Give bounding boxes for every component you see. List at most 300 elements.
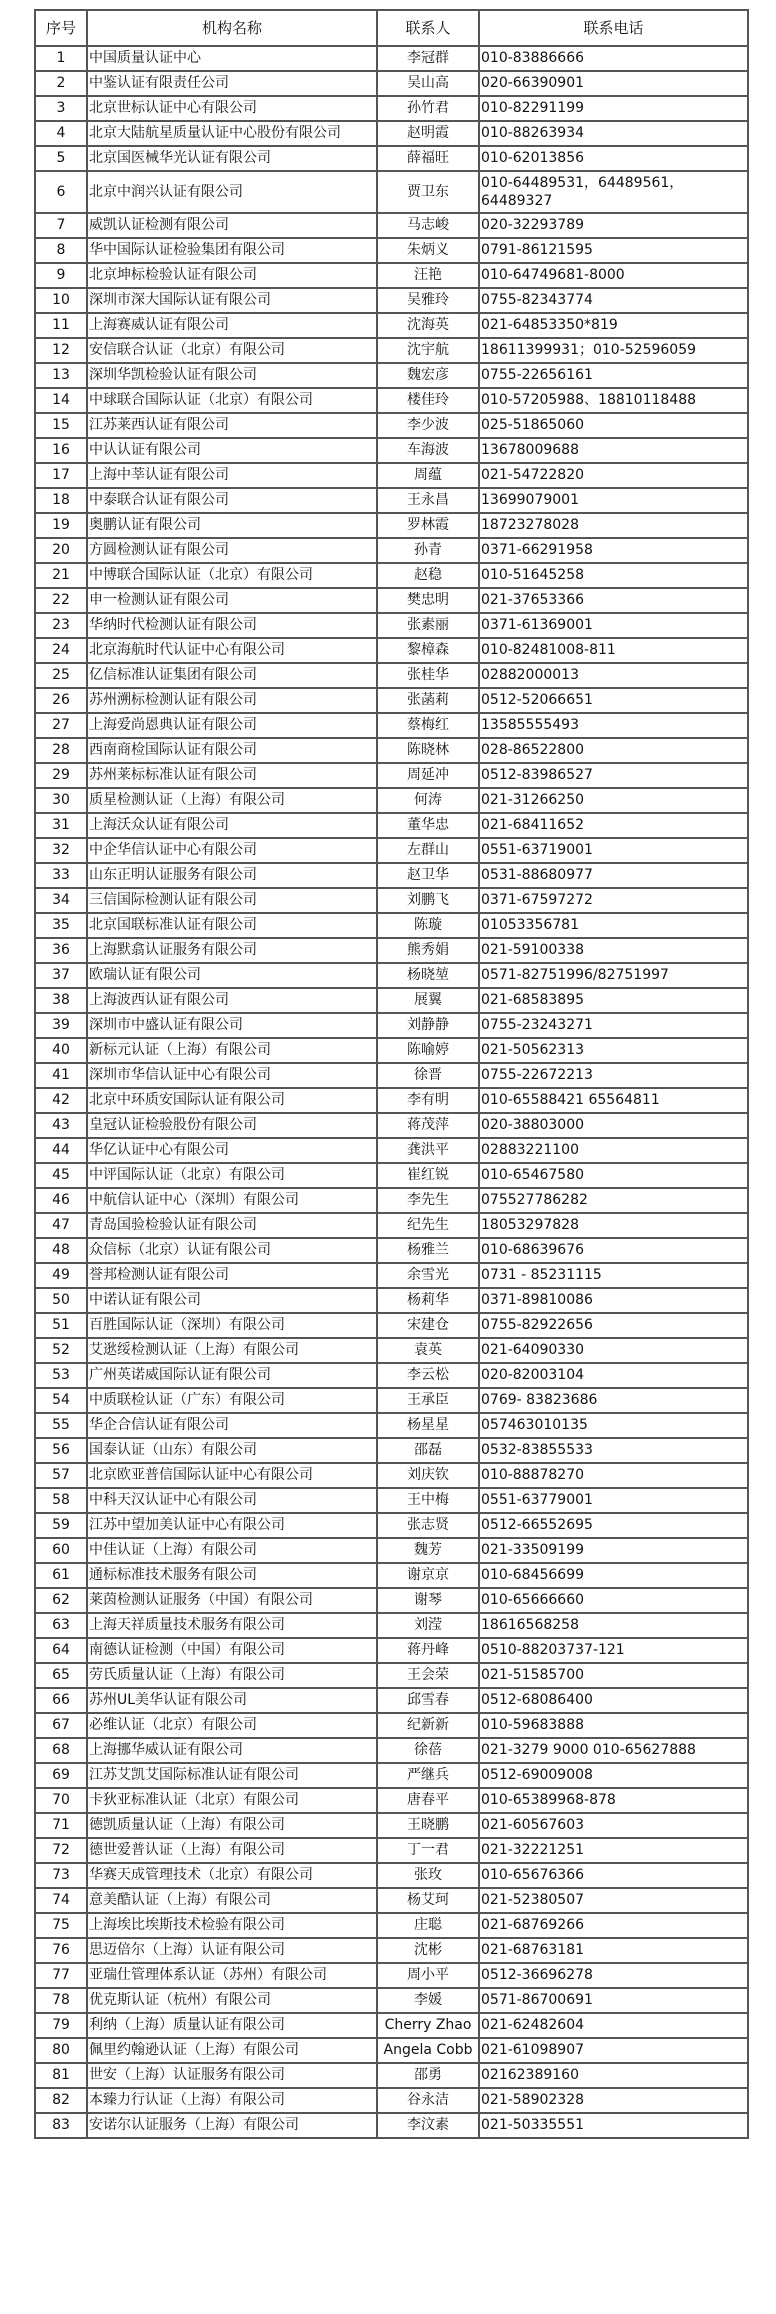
contact-phone: 010-59683888 (479, 1713, 748, 1738)
organization-name: 利纳（上海）质量认证有限公司 (87, 2013, 377, 2038)
row-number: 6 (35, 171, 87, 213)
organization-name: 中科天汉认证中心有限公司 (87, 1488, 377, 1513)
contact-phone: 0512-68086400 (479, 1688, 748, 1713)
row-number: 80 (35, 2038, 87, 2063)
organization-name: 深圳华凯检验认证有限公司 (87, 363, 377, 388)
table-row (35, 1713, 748, 1738)
contact-phone: 0512-69009008 (479, 1763, 748, 1788)
contact-person: 李媛 (377, 1988, 479, 2013)
organization-name: 三信国际检测认证有限公司 (87, 888, 377, 913)
table-row (35, 563, 748, 588)
table-row (35, 121, 748, 146)
row-number: 33 (35, 863, 87, 888)
contact-person: 刘静静 (377, 1013, 479, 1038)
organization-name: 北京中润兴认证有限公司 (87, 171, 377, 213)
contact-person: 王晓鹏 (377, 1813, 479, 1838)
row-number: 29 (35, 763, 87, 788)
organization-name: 北京海航时代认证中心有限公司 (87, 638, 377, 663)
organization-name: 亿信标准认证集团有限公司 (87, 663, 377, 688)
contact-phone: 020-32293789 (479, 213, 748, 238)
contact-person: 沈宇航 (377, 338, 479, 363)
table-row (35, 1813, 748, 1838)
contact-phone: 0371-66291958 (479, 538, 748, 563)
table-row (35, 1613, 748, 1638)
row-number: 4 (35, 121, 87, 146)
row-number: 38 (35, 988, 87, 1013)
row-number: 35 (35, 913, 87, 938)
organization-name: 国泰认证（山东）有限公司 (87, 1438, 377, 1463)
row-number: 68 (35, 1738, 87, 1763)
contact-phone: 010-68639676 (479, 1238, 748, 1263)
contact-person: 陈喻婷 (377, 1038, 479, 1063)
contact-person: 杨雅兰 (377, 1238, 479, 1263)
contact-phone: 0769- 83823686 (479, 1388, 748, 1413)
row-number: 34 (35, 888, 87, 913)
organization-name: 上海中莘认证有限公司 (87, 463, 377, 488)
contact-person: 朱炳义 (377, 238, 479, 263)
organization-name: 北京世标认证中心有限公司 (87, 96, 377, 121)
organization-name: 优克斯认证（杭州）有限公司 (87, 1988, 377, 2013)
contact-person: 周延冲 (377, 763, 479, 788)
organization-name: 誉邦检测认证有限公司 (87, 1263, 377, 1288)
contact-person: 董华忠 (377, 813, 479, 838)
organization-name: 中诺认证有限公司 (87, 1288, 377, 1313)
contact-phone: 0755-22656161 (479, 363, 748, 388)
table-row (35, 2038, 748, 2063)
contact-person: 孙青 (377, 538, 479, 563)
row-number: 40 (35, 1038, 87, 1063)
organization-name: 上海赛威认证有限公司 (87, 313, 377, 338)
organization-name: 苏州莱标标准认证有限公司 (87, 763, 377, 788)
table-row (35, 1113, 748, 1138)
row-number: 22 (35, 588, 87, 613)
contact-person: 王中梅 (377, 1488, 479, 1513)
contact-person: 邱雪春 (377, 1688, 479, 1713)
organization-name: 亚瑞仕管理体系认证（苏州）有限公司 (87, 1963, 377, 1988)
contact-person: 张志贤 (377, 1513, 479, 1538)
contact-person: 徐蓓 (377, 1738, 479, 1763)
contact-person: 张菡莉 (377, 688, 479, 713)
contact-person: 左群山 (377, 838, 479, 863)
contact-person: 沈海英 (377, 313, 479, 338)
table-row (35, 313, 748, 338)
organization-name: 深圳市中盛认证有限公司 (87, 1013, 377, 1038)
table-row (35, 2088, 748, 2113)
table-row (35, 438, 748, 463)
contact-person: 张桂华 (377, 663, 479, 688)
contact-person: 马志峻 (377, 213, 479, 238)
organization-name: 众信标（北京）认证有限公司 (87, 1238, 377, 1263)
organization-name: 皇冠认证检验股份有限公司 (87, 1113, 377, 1138)
contact-phone: 0755-82343774 (479, 288, 748, 313)
contact-phone: 021-52380507 (479, 1888, 748, 1913)
contact-phone: 020-82003104 (479, 1363, 748, 1388)
contact-person: 张素丽 (377, 613, 479, 638)
contact-phone: 020-38803000 (479, 1113, 748, 1138)
row-number: 61 (35, 1563, 87, 1588)
contact-phone: 010-62013856 (479, 146, 748, 171)
organization-name: 华赛天成管理技术（北京）有限公司 (87, 1863, 377, 1888)
table-row (35, 788, 748, 813)
row-number: 45 (35, 1163, 87, 1188)
contact-phone: 025-51865060 (479, 413, 748, 438)
organization-name: 北京国联标准认证有限公司 (87, 913, 377, 938)
organization-name: 中泰联合认证有限公司 (87, 488, 377, 513)
table-row (35, 1963, 748, 1988)
table-row (35, 2113, 748, 2138)
contact-person: 薛福旺 (377, 146, 479, 171)
row-number: 37 (35, 963, 87, 988)
table-row (35, 1013, 748, 1038)
contact-person: 丁一君 (377, 1838, 479, 1863)
organization-name: 欧瑞认证有限公司 (87, 963, 377, 988)
organization-name: 威凯认证检测有限公司 (87, 213, 377, 238)
contact-phone: 0571-86700691 (479, 1988, 748, 2013)
contact-person: 谢京京 (377, 1563, 479, 1588)
organization-name: 世安（上海）认证服务有限公司 (87, 2063, 377, 2088)
table-row (35, 1263, 748, 1288)
organization-name: 莱茵检测认证服务（中国）有限公司 (87, 1588, 377, 1613)
organization-name: 中佳认证（上海）有限公司 (87, 1538, 377, 1563)
organization-name: 深圳市深大国际认证有限公司 (87, 288, 377, 313)
row-number: 7 (35, 213, 87, 238)
row-number: 11 (35, 313, 87, 338)
contact-person: 张玫 (377, 1863, 479, 1888)
table-row (35, 338, 748, 363)
contact-phone: 0731 - 85231115 (479, 1263, 748, 1288)
contact-phone: 0512-66552695 (479, 1513, 748, 1538)
row-number: 16 (35, 438, 87, 463)
contact-phone: 0371-67597272 (479, 888, 748, 913)
organization-name: 江苏莱西认证有限公司 (87, 413, 377, 438)
row-number: 41 (35, 1063, 87, 1088)
contact-person: 陈晓林 (377, 738, 479, 763)
table-row (35, 1463, 748, 1488)
table-row (35, 638, 748, 663)
table-row (35, 1313, 748, 1338)
organization-name: 中博联合国际认证（北京）有限公司 (87, 563, 377, 588)
row-number: 77 (35, 1963, 87, 1988)
contact-phone: 0551-63779001 (479, 1488, 748, 1513)
table-row (35, 488, 748, 513)
row-number: 39 (35, 1013, 87, 1038)
table-row (35, 1788, 748, 1813)
contact-person: 樊忠明 (377, 588, 479, 613)
row-number: 5 (35, 146, 87, 171)
table-row (35, 1563, 748, 1588)
table-row (35, 1938, 748, 1963)
contact-phone: 010-65389968-878 (479, 1788, 748, 1813)
organization-name: 江苏中望加美认证中心有限公司 (87, 1513, 377, 1538)
contact-phone: 0512-36696278 (479, 1963, 748, 1988)
contact-person: 宋建仓 (377, 1313, 479, 1338)
contact-person: 赵稳 (377, 563, 479, 588)
row-number: 64 (35, 1638, 87, 1663)
row-number: 31 (35, 813, 87, 838)
table-row (35, 988, 748, 1013)
table-row (35, 1638, 748, 1663)
contact-person: 余雪光 (377, 1263, 479, 1288)
row-number: 50 (35, 1288, 87, 1313)
contact-phone: 13585555493 (479, 713, 748, 738)
table-row (35, 1688, 748, 1713)
organization-name: 申一检测认证有限公司 (87, 588, 377, 613)
row-number: 36 (35, 938, 87, 963)
contact-person: 杨艾珂 (377, 1888, 479, 1913)
contact-phone: 18616568258 (479, 1613, 748, 1638)
table-row (35, 1413, 748, 1438)
organization-name: 卡狄亚标准认证（北京）有限公司 (87, 1788, 377, 1813)
contact-person: 赵明霞 (377, 121, 479, 146)
contact-person: 李先生 (377, 1188, 479, 1213)
contact-person: 唐春平 (377, 1788, 479, 1813)
organization-name: 北京坤标检验认证有限公司 (87, 263, 377, 288)
row-number: 8 (35, 238, 87, 263)
contact-phone: 021-68583895 (479, 988, 748, 1013)
table-row (35, 238, 748, 263)
row-number: 9 (35, 263, 87, 288)
contact-person: 赵卫华 (377, 863, 479, 888)
organization-name: 质星检测认证（上海）有限公司 (87, 788, 377, 813)
table-row (35, 1288, 748, 1313)
table-row (35, 963, 748, 988)
contact-phone: 0512-52066651 (479, 688, 748, 713)
row-number: 58 (35, 1488, 87, 1513)
contact-phone: 021-61098907 (479, 2038, 748, 2063)
contact-phone: 0755-22672213 (479, 1063, 748, 1088)
contact-phone: 02882000013 (479, 663, 748, 688)
certification-bodies-table (34, 9, 749, 2139)
row-number: 17 (35, 463, 87, 488)
organization-name: 德世爱普认证（上海）有限公司 (87, 1838, 377, 1863)
organization-name: 山东正明认证服务有限公司 (87, 863, 377, 888)
row-number: 3 (35, 96, 87, 121)
organization-name: 北京大陆航星质量认证中心股份有限公司 (87, 121, 377, 146)
contact-phone: 021-33509199 (479, 1538, 748, 1563)
contact-phone: 010-65467580 (479, 1163, 748, 1188)
organization-name: 中球联合国际认证（北京）有限公司 (87, 388, 377, 413)
organization-name: 青岛国验检验认证有限公司 (87, 1213, 377, 1238)
row-number: 54 (35, 1388, 87, 1413)
row-number: 23 (35, 613, 87, 638)
organization-name: 上海爱尚恩典认证有限公司 (87, 713, 377, 738)
row-number: 19 (35, 513, 87, 538)
row-number: 65 (35, 1663, 87, 1688)
contact-phone: 18053297828 (479, 1213, 748, 1238)
row-number: 63 (35, 1613, 87, 1638)
table-row (35, 1738, 748, 1763)
table-row (35, 1663, 748, 1688)
contact-phone: 010-83886666 (479, 46, 748, 71)
organization-name: 上海挪华威认证有限公司 (87, 1738, 377, 1763)
organization-name: 北京国医械华光认证有限公司 (87, 146, 377, 171)
contact-phone: 028-86522800 (479, 738, 748, 763)
row-number: 75 (35, 1913, 87, 1938)
contact-phone: 021-32221251 (479, 1838, 748, 1863)
organization-name: 艾逖绥检测认证（上海）有限公司 (87, 1338, 377, 1363)
contact-phone: 010-68456699 (479, 1563, 748, 1588)
contact-phone: 057463010135 (479, 1413, 748, 1438)
table-row (35, 813, 748, 838)
contact-phone: 010-88878270 (479, 1463, 748, 1488)
contact-phone: 021-58902328 (479, 2088, 748, 2113)
organization-name: 中航信认证中心（深圳）有限公司 (87, 1188, 377, 1213)
table-row (35, 663, 748, 688)
row-number: 32 (35, 838, 87, 863)
contact-person: 汪艳 (377, 263, 479, 288)
contact-person: 徐晋 (377, 1063, 479, 1088)
organization-name: 华纳时代检测认证有限公司 (87, 613, 377, 638)
organization-name: 通标标准技术服务有限公司 (87, 1563, 377, 1588)
header-name: 机构名称 (87, 10, 377, 46)
row-number: 74 (35, 1888, 87, 1913)
organization-name: 奥鹏认证有限公司 (87, 513, 377, 538)
contact-phone: 0551-63719001 (479, 838, 748, 863)
contact-person: 李有明 (377, 1088, 479, 1113)
organization-name: 安诺尔认证服务（上海）有限公司 (87, 2113, 377, 2138)
row-number: 47 (35, 1213, 87, 1238)
row-number: 52 (35, 1338, 87, 1363)
contact-person: 杨莉华 (377, 1288, 479, 1313)
organization-name: 上海波西认证有限公司 (87, 988, 377, 1013)
table-row (35, 1138, 748, 1163)
organization-name: 上海天祥质量技术服务有限公司 (87, 1613, 377, 1638)
contact-phone: 021-60567603 (479, 1813, 748, 1838)
organization-name: 华中国际认证检验集团有限公司 (87, 238, 377, 263)
contact-phone: 010-51645258 (479, 563, 748, 588)
table-row (35, 96, 748, 121)
table-row (35, 888, 748, 913)
contact-person: 贾卫东 (377, 171, 479, 213)
contact-phone: 0531-88680977 (479, 863, 748, 888)
contact-person: 熊秀娟 (377, 938, 479, 963)
contact-person: 罗林霞 (377, 513, 479, 538)
organization-name: 思迈倍尔（上海）认证有限公司 (87, 1938, 377, 1963)
table-row (35, 538, 748, 563)
contact-person: 周小平 (377, 1963, 479, 1988)
contact-phone: 13678009688 (479, 438, 748, 463)
row-number: 48 (35, 1238, 87, 1263)
organization-name: 劳氏质量认证（上海）有限公司 (87, 1663, 377, 1688)
row-number: 76 (35, 1938, 87, 1963)
contact-person: 谢琴 (377, 1588, 479, 1613)
contact-person: 谷永洁 (377, 2088, 479, 2113)
organization-name: 苏州UL美华认证有限公司 (87, 1688, 377, 1713)
contact-phone: 010-57205988、18810118488 (479, 388, 748, 413)
row-number: 14 (35, 388, 87, 413)
row-number: 57 (35, 1463, 87, 1488)
contact-phone: 010-64489531，64489561，64489327 (479, 171, 748, 213)
table-row (35, 1038, 748, 1063)
row-number: 71 (35, 1813, 87, 1838)
table-row (35, 1438, 748, 1463)
row-number: 79 (35, 2013, 87, 2038)
contact-person: 黎樟森 (377, 638, 479, 663)
table-row (35, 688, 748, 713)
table-row (35, 588, 748, 613)
row-number: 82 (35, 2088, 87, 2113)
organization-name: 中质联检认证（广东）有限公司 (87, 1388, 377, 1413)
organization-name: 上海默翕认证服务有限公司 (87, 938, 377, 963)
organization-name: 佩里约翰逊认证（上海）有限公司 (87, 2038, 377, 2063)
header-phone: 联系电话 (479, 10, 748, 46)
table-row (35, 838, 748, 863)
row-number: 81 (35, 2063, 87, 2088)
contact-phone: 0510-88203737-121 (479, 1638, 748, 1663)
contact-person: 刘庆钦 (377, 1463, 479, 1488)
contact-phone: 021-54722820 (479, 463, 748, 488)
organization-name: 安信联合认证（北京）有限公司 (87, 338, 377, 363)
row-number: 70 (35, 1788, 87, 1813)
table-row (35, 863, 748, 888)
table-row (35, 1488, 748, 1513)
table-row (35, 613, 748, 638)
row-number: 25 (35, 663, 87, 688)
header-contact: 联系人 (377, 10, 479, 46)
table-row (35, 1988, 748, 2013)
table-row (35, 1213, 748, 1238)
contact-phone: 021-3279 9000 010-65627888 (479, 1738, 748, 1763)
contact-person: 纪新新 (377, 1713, 479, 1738)
contact-phone: 010-82291199 (479, 96, 748, 121)
contact-phone: 021-62482604 (479, 2013, 748, 2038)
table-row (35, 1913, 748, 1938)
row-number: 49 (35, 1263, 87, 1288)
contact-person: 庄聪 (377, 1913, 479, 1938)
contact-person: 陈璇 (377, 913, 479, 938)
contact-phone: 0512-83986527 (479, 763, 748, 788)
table-row (35, 738, 748, 763)
contact-phone: 010-64749681-8000 (479, 263, 748, 288)
table-row (35, 2013, 748, 2038)
table-row (35, 1888, 748, 1913)
contact-phone: 021-64090330 (479, 1338, 748, 1363)
contact-phone: 021-50562313 (479, 1038, 748, 1063)
contact-person: 蒋丹峰 (377, 1638, 479, 1663)
row-number: 78 (35, 1988, 87, 2013)
row-number: 69 (35, 1763, 87, 1788)
contact-person: 王会荣 (377, 1663, 479, 1688)
organization-name: 中国质量认证中心 (87, 46, 377, 71)
contact-phone: 18611399931；010-52596059 (479, 338, 748, 363)
table-row (35, 363, 748, 388)
contact-person: 吴山高 (377, 71, 479, 96)
contact-phone: 021-51585700 (479, 1663, 748, 1688)
contact-phone: 0755-23243271 (479, 1013, 748, 1038)
contact-person: 展翼 (377, 988, 479, 1013)
contact-person: Angela Cobb (377, 2038, 479, 2063)
contact-person: 魏宏彦 (377, 363, 479, 388)
table-row (35, 2063, 748, 2088)
contact-phone: 021-64853350*819 (479, 313, 748, 338)
table-row (35, 513, 748, 538)
table-row (35, 1863, 748, 1888)
organization-name: 西南商检国际认证有限公司 (87, 738, 377, 763)
row-number: 12 (35, 338, 87, 363)
contact-phone: 13699079001 (479, 488, 748, 513)
row-number: 53 (35, 1363, 87, 1388)
row-number: 51 (35, 1313, 87, 1338)
contact-phone: 0371-89810086 (479, 1288, 748, 1313)
organization-name: 方圆检测认证有限公司 (87, 538, 377, 563)
contact-phone: 021-68411652 (479, 813, 748, 838)
contact-person: 杨晓堃 (377, 963, 479, 988)
contact-person: 袁英 (377, 1338, 479, 1363)
table-row (35, 938, 748, 963)
table-row (35, 263, 748, 288)
table-row (35, 1363, 748, 1388)
row-number: 10 (35, 288, 87, 313)
